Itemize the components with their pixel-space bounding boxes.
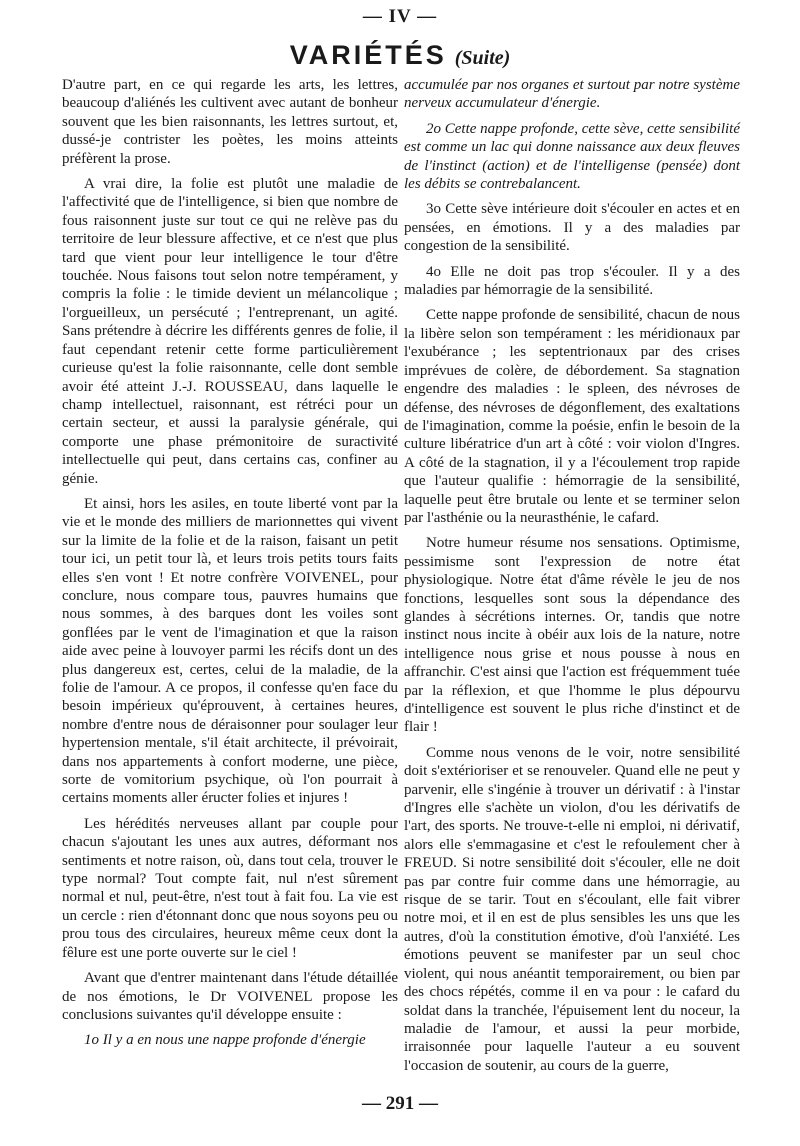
running-head: — IV — [362, 6, 438, 27]
page-number: — 291 — [362, 1093, 438, 1114]
right-column [404, 76, 740, 1082]
numbered-conclusion: 2o Cette nappe profonde, cette sève, cette sensibilité est comme un lac qui donne naissance aux deux fleuves de l'instinct (action) et de l'intelligense (pensée) dont les débits se contrebalancent. [404, 120, 740, 193]
paragraph: Notre humeur résume nos sensations. Optimisme, pessimisme sont l'expression de notre état physiologique. Notre état d'âme révèle le jeu de nos fonctions, lesquelles sont sous la dépendance des glandes à sécrétions internes. Or, tandis que notre instinct nous incite à obéir aux lois de la nature, notre intelligence nous grise et nous pousse à nous en affranchir. C'est ainsi que l'action est fréquemment tuée par la réflexion, et que l'homme le plus dépourvu d'intelligence est souvent le plus riche d'instinct et de flair ! [404, 535, 740, 736]
numbered-conclusion: accumulée par nos organes et surtout par notre système nerveux accumulateur d'énergie. [404, 77, 740, 112]
numbered-conclusion: 4o Elle ne doit pas trop s'écouler. Il y a des maladies par hémorragie de la sensibilité. [404, 263, 740, 299]
paragraph: Avant que d'entrer maintenant dans l'étude détaillée de nos émotions, le Dr VOIVENEL propose les conclusions suivantes qu'il développe ensuite : [62, 970, 398, 1023]
numbered-conclusion: 3o Cette sève intérieure doit s'écouler en actes et en pensées, en émotions. Il y a des maladies par congestion de la sensibilité. [404, 201, 740, 255]
paragraph: D'autre part, en ce qui regarde les arts, les lettres, beaucoup d'aliénés les cultivent avec autant de bonheur souvent que les bien raisonnants, les lettres surtout, et, dussé-je contrister les poètes, les moins atteints préfèrent la prose. [62, 77, 398, 167]
paragraph: A vrai dire, la folie est plutôt une maladie de l'affectivité que de l'intelligence, si bien que nombre de fous raisonnent juste sur tout ce qui ne relève pas du territoire de leur blessure affective, et ce n'est que plus tard que vient pour leur intelligence le tour d'être touchée. Nous faisons tout selon notre tempérament, y compris la folie : le timide devient un mélancolique ; l'orgueilleux, un persécuté ; l'entreprenant, un agité. Sans prétendre à décrire les différents genres de folie, il faut cependant retenir cette forme particulièrement curieuse qu'est la folie raisonnante, celle dont semble avoir été atteint J.-J. ROUSSEAU, dans laquelle le champ intellectuel, raisonnant, est rétréci pour un certain secteur, et aussi la paralysie générale, qui comporte une phase prémonitoire de suractivité intellectuelle qui peut, dans certains cas, confiner au génie. [62, 176, 398, 487]
paragraph: Et ainsi, hors les asiles, en toute liberté vont par la vie et le monde des milliers de marionnettes qui vivent sur la limite de la folie et de la raison, faisant un petit tour ici, un petit tour là, et leurs trois petits tours faits elles s'en vont ! Et notre confrère VOIVENEL, pour conclure, nous compare tous, pauvres humains que nous sommes, à des barques dont les voiles sont gonflées par le vent de l'imagination et que la raison aide avec peine à louvoyer parmi les récifs dont un des plus dangereux est, certes, celui de la maladie, de la folie de l'amour. A ce propos, il confesse qu'en face du besoin impérieux qu'éprouvent, à certaines heures, nombre d'entre nous de déraisonner pour soulager leur hypertension mentale, s'il était architecte, il prévoirait, dans nos appartements à confort moderne, une pièce, sorte de vomitorium psychique, où l'on pourrait à certains moments aller éructer folies et injures ! [62, 495, 398, 807]
section-suffix: (Suite) [454, 47, 511, 69]
section-heading [0, 40, 800, 71]
paragraph: Comme nous venons de le voir, notre sensibilité doit s'extérioriser et se renouveler. Quand elle ne peut y parvenir, elle s'ingénie à trouver un dérivatif : à l'instar d'Ingres elle s'achète un violon, d'ou les dérivatifs de l'art, des sports. Ne trouve-t-elle ni emploi, ni dérivatif, alors elle s'emmagasine et c'est le refoulement cher à FREUD. Si notre sensibilité doit s'écouler, elle ne doit pas par contre fuir comme dans une hémorragie, au risque de se tarir. Tout en s'écoulant, elle fait vibrer notre moi, et il en est de plus sensibles les uns que les autres, d'où la constitution émotive, d'où l'anxiété. Les émotions peuvent se manifester par un seul choc violent, qui nous anéantit temporairement, ou bien par des chocs répétés, comme il en va pour : le cafard du soldat dans la tranchée, l'épuisement lent du noceur, la maladie de l'amour, et aussi la peur morbide, irraisonnée pour laquelle l'auteur a eu souvent l'occasion de soutenir, au cours de la guerre, [404, 744, 740, 1074]
section-title: VARIÉTÉS [289, 40, 447, 70]
left-column [62, 76, 398, 1057]
paragraph: Cette nappe profonde de sensibilité, chacun de nous la libère selon son tempérament : les méridionaux par l'exubérance ; les septentrionaux par des crises imprévues de colère, de débordement. Sa stagnation engendre des maladies : le spleen, des névroses de défense, des névroses de dégonflement, des exaltations de l'imagination, comme la poésie, enfin le besoin de la culture libératrice d'un art à côté : voir violon d'Ingres. A côté de la stagnation, il y a l'écoulement trop rapide que l'auteur qualifie : hémorragie de la sensibilité, laquelle peut être brutale ou lente et se terminer selon par l'asthénie ou la neurasthénie, le cafard. [404, 307, 740, 526]
paragraph: Les hérédités nerveuses allant par couple pour chacun s'ajoutant les unes aux autres, déformant nos sentiments et notre raison, où, dans tout cela, trouver le type normal? Tout compte fait, nul n'est sûrement normal et nul, peut-être, n'est tout à fait fou. La vie est un cercle : rien d'étonnant donc que nous soyons peu ou prou tous des circulaires, heureux même ceux dont la fêlure est une porte ouverte sur le ciel ! [62, 815, 398, 961]
numbered-conclusion: 1o Il y a en nous une nappe profonde d'énergie [84, 1032, 366, 1049]
